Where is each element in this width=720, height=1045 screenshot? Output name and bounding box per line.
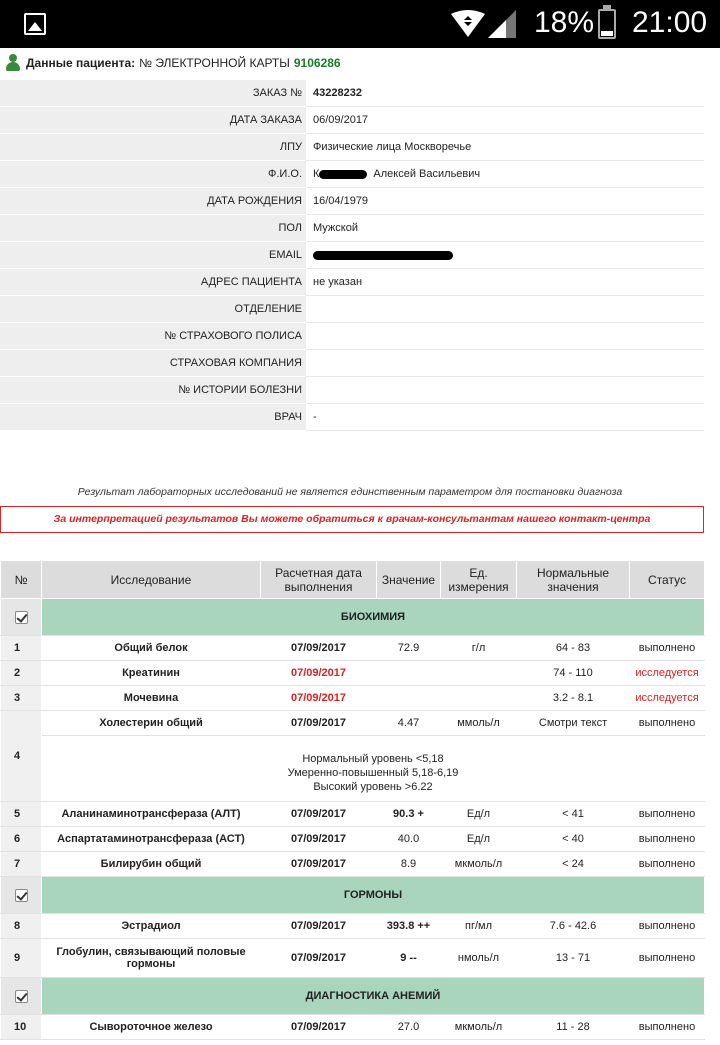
table-row <box>1 802 705 827</box>
patient-info-value: 06/09/2017 <box>306 107 704 134</box>
test-name: Холестерин общий <box>42 711 261 736</box>
column-header: Значение <box>377 561 441 599</box>
group-title: БИОХИМИЯ <box>42 599 705 636</box>
test-status: выполнено <box>630 711 705 736</box>
test-norm: 11 - 28 <box>517 1015 630 1040</box>
patient-info-value: 43228232 <box>306 80 704 107</box>
status-bar <box>0 0 720 48</box>
test-status: выполнено <box>630 802 705 827</box>
test-name: Эстрадиол <box>42 914 261 939</box>
test-value <box>377 661 441 686</box>
row-number: 4 <box>1 711 42 802</box>
patient-info-row <box>0 242 704 269</box>
patient-info-row <box>0 107 704 134</box>
table-row <box>1 939 705 978</box>
test-date: 07/09/2017 <box>261 939 377 978</box>
reference-note-line: Высокий уровень >6.22 <box>313 780 433 793</box>
image-notification-icon <box>24 13 46 35</box>
test-name: Билирубин общий <box>42 852 261 877</box>
test-norm: < 41 <box>517 802 630 827</box>
results-table <box>0 560 705 1040</box>
patient-info-label: ЛПУ <box>0 134 306 161</box>
patient-info-label: АДРЕС ПАЦИЕНТА <box>0 269 306 296</box>
test-date: 07/09/2017 <box>261 802 377 827</box>
test-name: Креатинин <box>42 661 261 686</box>
patient-info-row <box>0 404 704 431</box>
group-checkbox-cell <box>1 599 42 636</box>
test-norm: 3.2 - 8.1 <box>517 686 630 711</box>
card-number-label: № ЭЛЕКТРОННОЙ КАРТЫ <box>139 56 290 70</box>
patient-header <box>6 52 341 74</box>
test-status: исследуется <box>630 661 705 686</box>
table-row <box>1 686 705 711</box>
patient-info-row <box>0 323 704 350</box>
card-number: 9106286 <box>293 56 341 70</box>
column-header: № <box>1 561 42 599</box>
test-value: 393.8 ++ <box>377 914 441 939</box>
reference-note-line: Нормальный уровень <5,18 <box>302 752 444 765</box>
patient-info-row <box>0 134 704 161</box>
patient-info-value <box>306 296 704 323</box>
test-value: 8.9 <box>377 852 441 877</box>
row-number: 9 <box>1 939 42 978</box>
patient-info-value <box>306 161 704 188</box>
test-norm: Смотри текст <box>517 711 630 736</box>
fio-name: Алексей Васильевич <box>373 168 481 180</box>
column-header: Нормальные значения <box>517 561 630 599</box>
test-name: Сывороточное железо <box>42 1015 261 1040</box>
redacted-block <box>313 251 453 260</box>
test-norm: < 40 <box>517 827 630 852</box>
column-header: Статус <box>630 561 705 599</box>
test-date: 07/09/2017 <box>261 914 377 939</box>
group-row <box>1 877 705 914</box>
test-value: 90.3 + <box>377 802 441 827</box>
group-checkbox-cell <box>1 978 42 1015</box>
patient-info-label: EMAIL <box>0 242 306 269</box>
test-name: Мочевина <box>42 686 261 711</box>
test-status: выполнено <box>630 852 705 877</box>
test-date: 07/09/2017 <box>261 686 377 711</box>
test-status: выполнено <box>630 827 705 852</box>
group-checkbox[interactable] <box>15 889 28 902</box>
group-row <box>1 978 705 1015</box>
test-status: выполнено <box>630 939 705 978</box>
test-norm: < 24 <box>517 852 630 877</box>
group-checkbox-cell <box>1 877 42 914</box>
patient-info-row <box>0 80 704 107</box>
test-date: 07/09/2017 <box>261 1015 377 1040</box>
table-row <box>1 661 705 686</box>
test-norm: 74 - 110 <box>517 661 630 686</box>
patient-info-row <box>0 188 704 215</box>
patient-info-row <box>0 161 704 188</box>
patient-info-value: - <box>306 404 704 431</box>
patient-data-label: Данные пациента: <box>26 56 136 70</box>
test-unit: ммоль/л <box>441 711 517 736</box>
row-number: 7 <box>1 852 42 877</box>
row-number: 5 <box>1 802 42 827</box>
test-date: 07/09/2017 <box>261 852 377 877</box>
table-row <box>1 1015 705 1040</box>
results-header-row <box>1 561 705 599</box>
patient-info-row <box>0 215 704 242</box>
table-row <box>1 636 705 661</box>
group-checkbox[interactable] <box>15 990 28 1003</box>
patient-info-row <box>0 350 704 377</box>
patient-info-label: № СТРАХОВОГО ПОЛИСА <box>0 323 306 350</box>
battery-percent: 18% <box>534 6 595 39</box>
patient-info-value <box>306 242 704 269</box>
test-unit: г/л <box>441 636 517 661</box>
clock: 21:00 <box>632 6 708 39</box>
test-norm: 7.6 - 42.6 <box>517 914 630 939</box>
contact-center-note: За интерпретацией результатов Вы можете обратиться к врачам-консультантам нашего контакт-центра <box>0 506 704 533</box>
patient-info-value <box>306 350 704 377</box>
reference-note <box>42 736 705 802</box>
row-number: 3 <box>1 686 42 711</box>
test-unit <box>441 686 517 711</box>
test-unit: Ед/л <box>441 802 517 827</box>
battery-icon <box>598 9 616 39</box>
patient-info-label: ОТДЕЛЕНИЕ <box>0 296 306 323</box>
test-unit <box>441 661 517 686</box>
patient-info-value: не указан <box>306 269 704 296</box>
patient-info-value: Физические лица Москворечье <box>306 134 704 161</box>
test-value: 72.9 <box>377 636 441 661</box>
test-unit: пг/мл <box>441 914 517 939</box>
row-number: 8 <box>1 914 42 939</box>
test-value: 40.0 <box>377 827 441 852</box>
patient-info-label: СТРАХОВАЯ КОМПАНИЯ <box>0 350 306 377</box>
patient-info-row <box>0 269 704 296</box>
patient-info-label: ВРАЧ <box>0 404 306 431</box>
test-unit: мкмоль/л <box>441 1015 517 1040</box>
test-date: 07/09/2017 <box>261 636 377 661</box>
test-date: 07/09/2017 <box>261 711 377 736</box>
patient-info-label: Ф.И.О. <box>0 161 306 188</box>
patient-info-row <box>0 377 704 404</box>
patient-info-label: ЗАКАЗ № <box>0 80 306 107</box>
test-date: 07/09/2017 <box>261 661 377 686</box>
test-unit: мкмоль/л <box>441 852 517 877</box>
row-number: 6 <box>1 827 42 852</box>
test-unit: нмоль/л <box>441 939 517 978</box>
fio-initial: К <box>313 168 320 180</box>
patient-info-value <box>306 323 704 350</box>
test-status: выполнено <box>630 636 705 661</box>
note-row <box>1 736 705 802</box>
row-number: 1 <box>1 636 42 661</box>
patient-info-value <box>306 377 704 404</box>
patient-info-label: № ИСТОРИИ БОЛЕЗНИ <box>0 377 306 404</box>
column-header: Исследование <box>42 561 261 599</box>
row-number: 2 <box>1 661 42 686</box>
patient-info-row <box>0 296 704 323</box>
test-value <box>377 686 441 711</box>
column-header: Ед. измерения <box>441 561 517 599</box>
group-title: ГОРМОНЫ <box>42 877 705 914</box>
test-value: 4.47 <box>377 711 441 736</box>
test-status: выполнено <box>630 914 705 939</box>
reference-note-line: Умеренно-повышенный 5,18-6,19 <box>287 766 459 779</box>
table-row <box>1 827 705 852</box>
row-number: 10 <box>1 1015 42 1040</box>
column-header: Расчетная дата выполнения <box>261 561 377 599</box>
test-norm: 64 - 83 <box>517 636 630 661</box>
signal-icon <box>488 10 518 38</box>
table-row <box>1 914 705 939</box>
test-value: 27.0 <box>377 1015 441 1040</box>
test-unit: Ед/л <box>441 827 517 852</box>
patient-info-label: ПОЛ <box>0 215 306 242</box>
wifi-icon <box>450 10 486 38</box>
group-checkbox[interactable] <box>15 611 28 624</box>
disclaimer-note: Результат лабораторных исследований не является единственным параметром для постановки диагноза <box>77 486 623 498</box>
table-row <box>1 852 705 877</box>
test-status: исследуется <box>630 686 705 711</box>
test-name: Глобулин, связывающий половые гормоны <box>42 939 261 978</box>
test-value: 9 -- <box>377 939 441 978</box>
test-status: выполнено <box>630 1015 705 1040</box>
group-row <box>1 599 705 636</box>
patient-info-table <box>0 80 704 431</box>
test-name: Аланинаминотрансфераза (АЛТ) <box>42 802 261 827</box>
test-name: Общий белок <box>42 636 261 661</box>
patient-info-value: 16/04/1979 <box>306 188 704 215</box>
group-title: ДИАГНОСТИКА АНЕМИЙ <box>42 978 705 1015</box>
person-icon <box>6 54 20 72</box>
patient-info-label: ДАТА РОЖДЕНИЯ <box>0 188 306 215</box>
test-norm: 13 - 71 <box>517 939 630 978</box>
patient-info-label: ДАТА ЗАКАЗА <box>0 107 306 134</box>
test-name: Аспартатаминотрансфераза (АСТ) <box>42 827 261 852</box>
redacted-block <box>319 170 367 179</box>
table-row <box>1 711 705 736</box>
test-date: 07/09/2017 <box>261 827 377 852</box>
patient-info-value: Мужской <box>306 215 704 242</box>
